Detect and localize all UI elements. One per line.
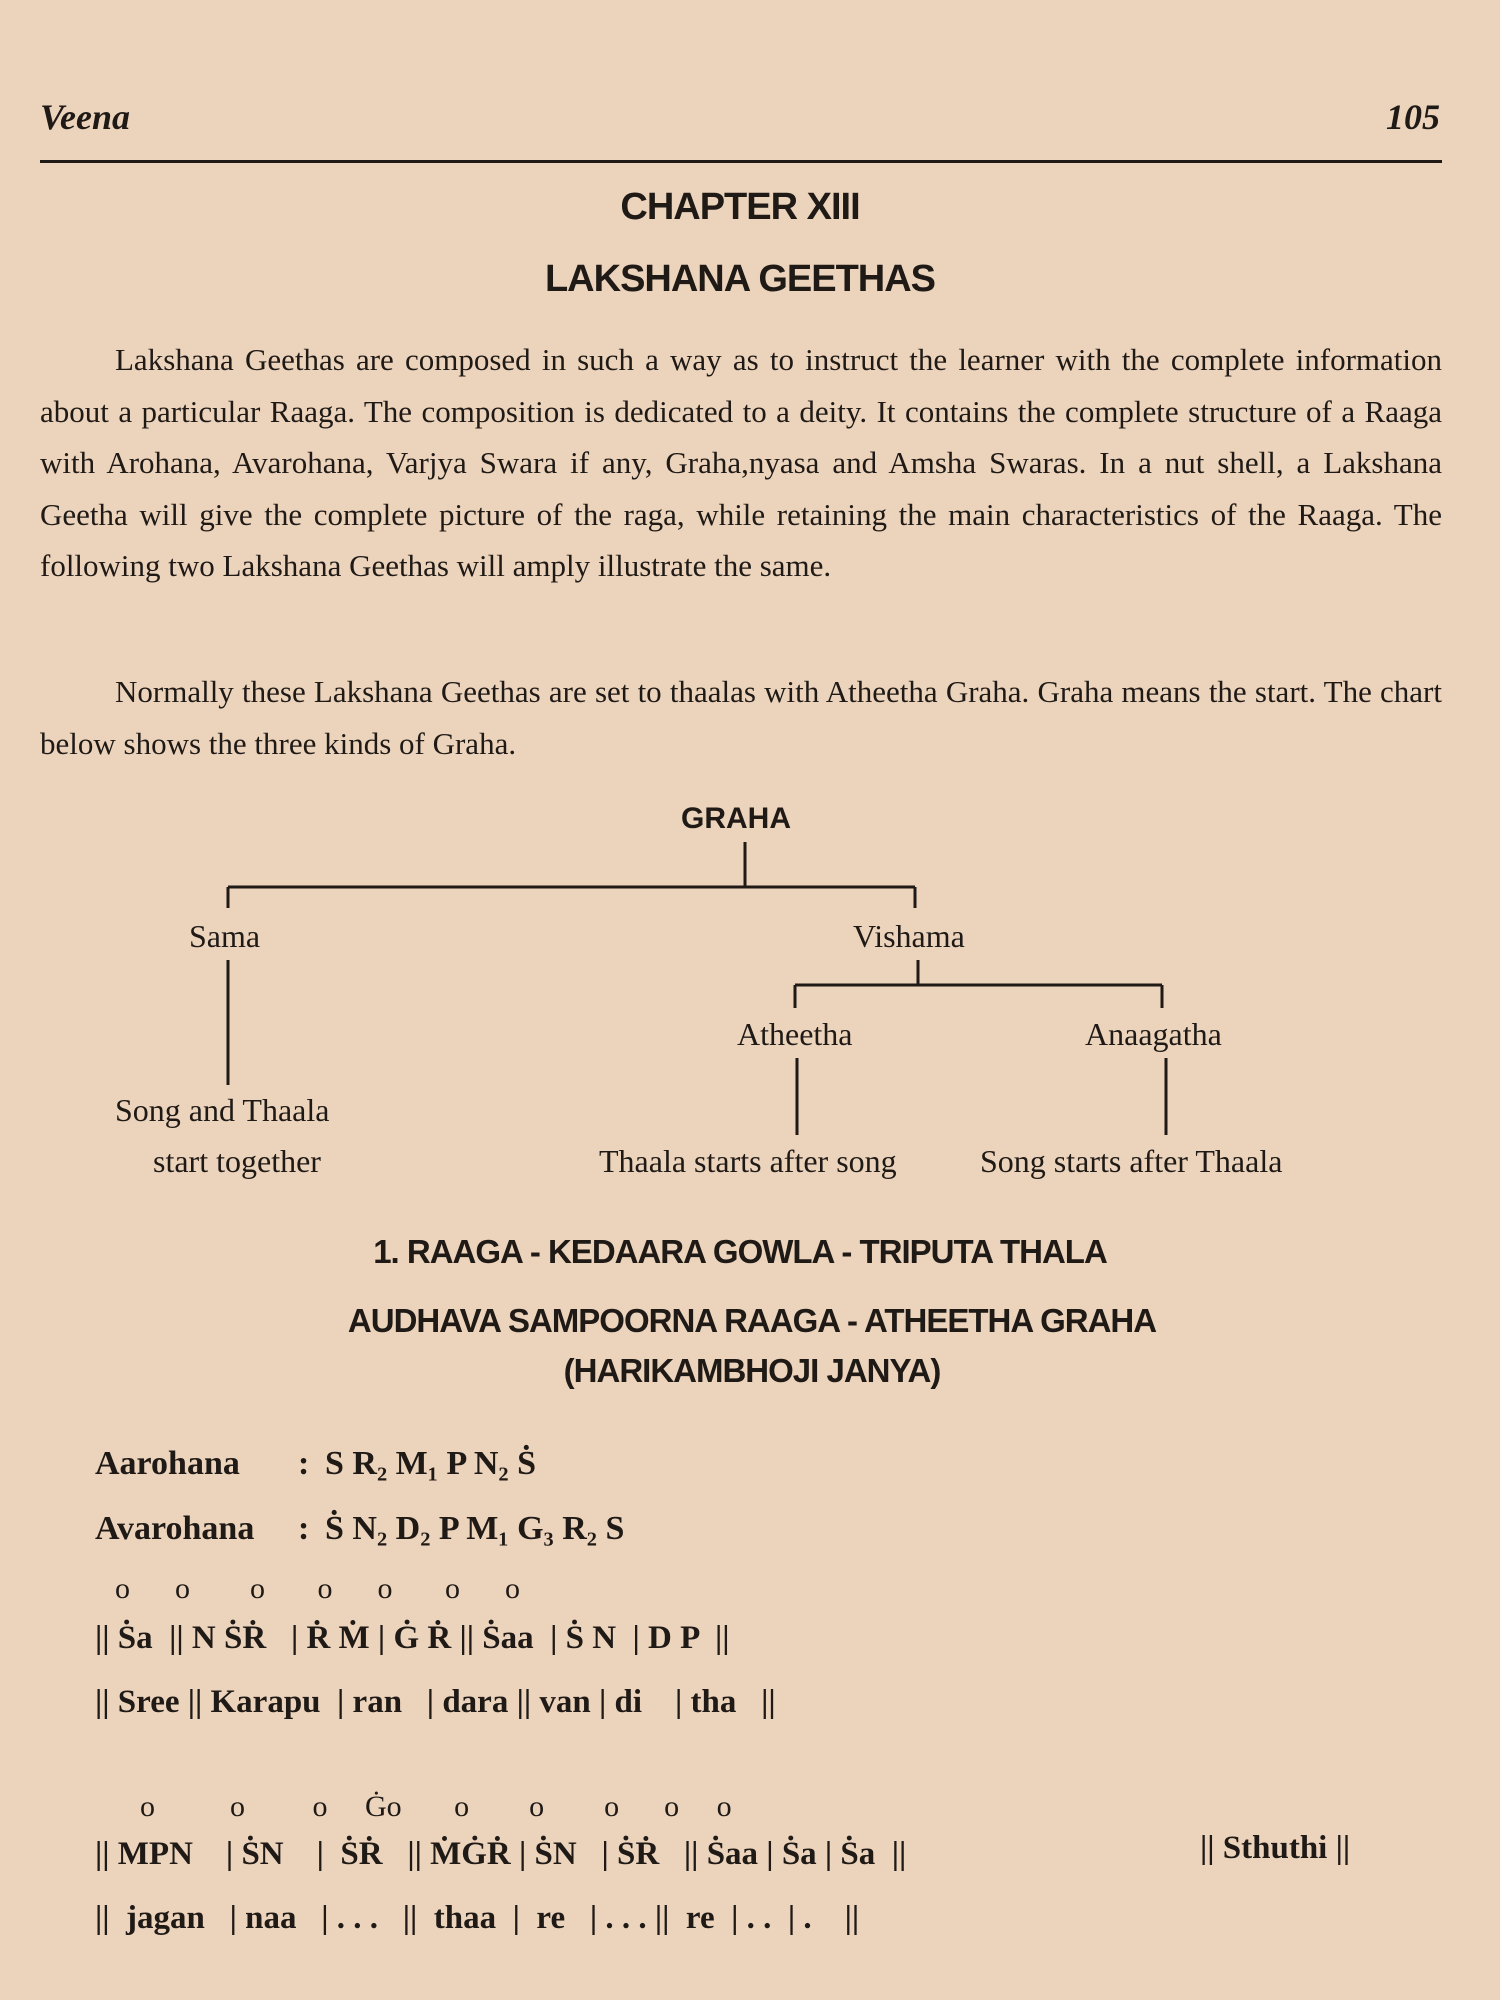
swara-row2: || MPN | ṠN | ṠṘ || ṀĠṘ | ṠN | ṠṘ || Ṡaa | Ṡa | Ṡa ||: [95, 1836, 907, 1872]
running-header-title: Veena: [40, 97, 130, 137]
aarohana-label: Aarohana: [95, 1445, 240, 1482]
sama-label: Sama: [189, 918, 261, 954]
atheetha-label: Atheetha: [737, 1016, 853, 1052]
lyrics-row2: || jagan | naa | . . . || thaa | re | . . . || re | . . | . ||: [95, 1900, 860, 1936]
sama-description-line2: start together: [153, 1143, 321, 1179]
sthuthi-label: || Sthuthi ||: [1200, 1830, 1351, 1866]
sama-description-line1: Song and Thaala: [115, 1092, 330, 1128]
beat-marks-row1: o o o o o o o: [115, 1572, 520, 1605]
lyrics-row1: || Sree || Karapu | ran | dara || van | di | tha ||: [95, 1684, 776, 1720]
anaagatha-label: Anaagatha: [1085, 1016, 1222, 1052]
aarohana-notes: S R₂ M₁ P N₂ Ṡ: [325, 1445, 536, 1482]
graha-chart: [0, 790, 1500, 1210]
chapter-title: LAKSHANA GEETHAS: [544, 258, 936, 300]
avarohana-separator: :: [298, 1510, 310, 1547]
page-number: 105: [1386, 97, 1440, 137]
aarohana-separator: :: [298, 1445, 310, 1482]
chapter-number: CHAPTER XIII: [620, 186, 860, 228]
avarohana-notes: Ṡ N₂ D₂ P M₁ G₃ R₂ S: [325, 1510, 625, 1547]
raga-janya-heading: (HARIKAMBHOJI JANYA): [563, 1352, 941, 1389]
swara-row1: || Ṡa || N ṠṘ | Ṙ Ṁ | Ġ Ṙ || Ṡaa | Ṡ N | D P ||: [95, 1620, 730, 1656]
graha-root-label: GRAHA: [681, 802, 791, 835]
header-rule: [40, 160, 1442, 163]
avarohana-label: Avarohana: [95, 1510, 255, 1547]
atheetha-description: Thaala starts after song: [599, 1143, 897, 1179]
anaagatha-description: Song starts after Thaala: [980, 1143, 1283, 1179]
beat-marks-row2: o o o Ġo o o o o o: [125, 1790, 732, 1823]
raga-heading: 1. RAAGA - KEDAARA GOWLA - TRIPUTA THALA: [373, 1233, 1107, 1270]
vishama-label: Vishama: [853, 918, 965, 954]
graha-paragraph: Normally these Lakshana Geethas are set to thaalas with Atheetha Graha. Graha means the start. The chart below shows the three kinds of Graha.: [40, 674, 1442, 761]
intro-paragraph: Lakshana Geethas are composed in such a way as to instruct the learner with the complete information about a particular Raaga. The composition is dedicated to a deity. It contains the complete structure of a Raaga with Arohana, Avarohana, Varjya Swara if any, Graha,nyasa and Amsha Swaras. In a nut shell, a Lakshana Geetha will give the complete picture of the raga, while retaining the main characteristics of the Raaga. The following two Lakshana Geethas will amply illustrate the same.: [40, 342, 1442, 583]
raga-type-heading: AUDHAVA SAMPOORNA RAAGA - ATHEETHA GRAHA: [347, 1302, 1157, 1339]
